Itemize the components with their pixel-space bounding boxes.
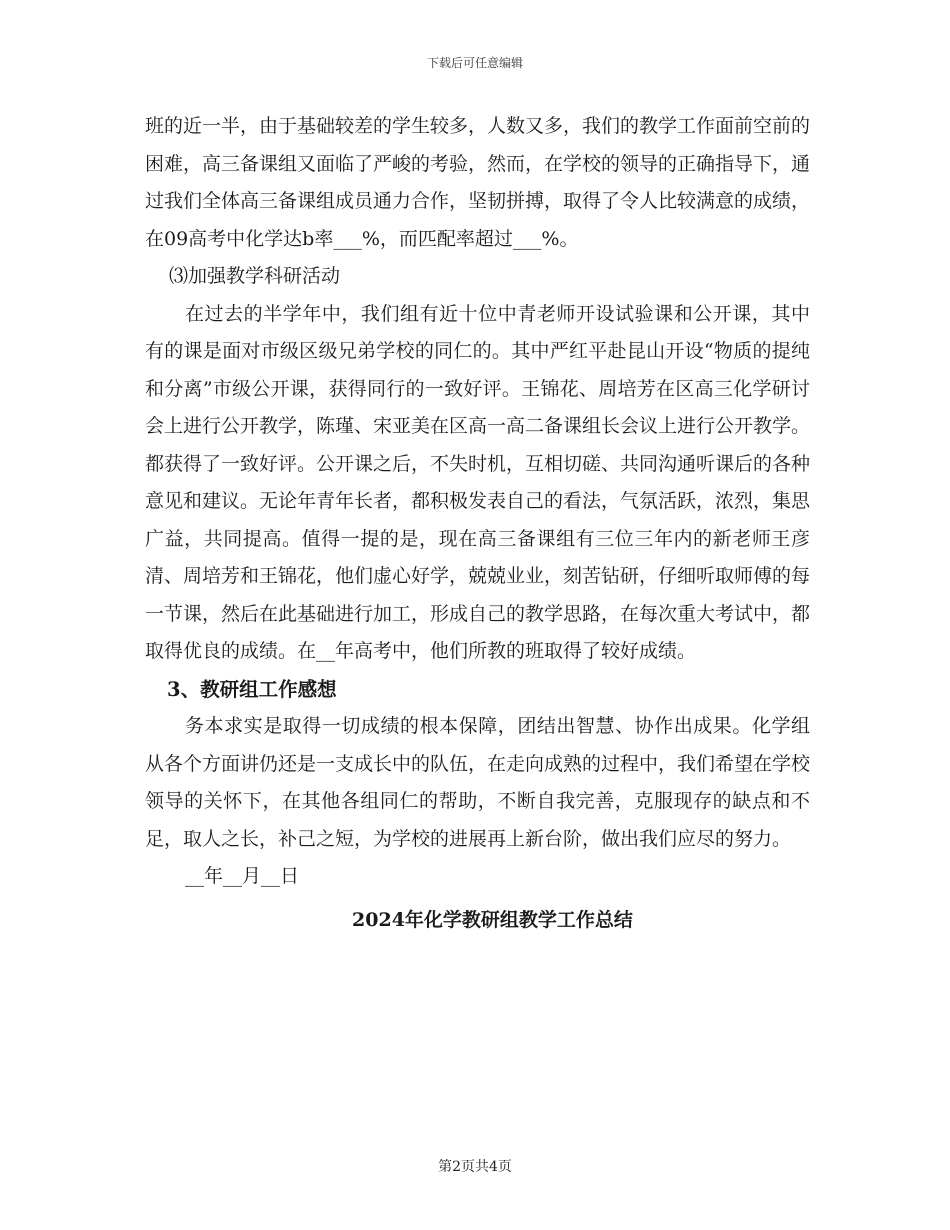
page-header: 下载后可任意编辑 [426,56,523,70]
document-body [145,108,810,939]
paragraph-research: 在过去的半学年中，我们组有近十位中青老师开设试验课和公开课，其中有的课是面对市级区级兄弟学校的同仁的。其中严红平赴昆山开设“物质的提纯和分离”市级公开课，获得同行的一致好评。王锦花、周培芳在区高三化学研讨会上进行公开教学，陈瑾、宋亚美在区高一高二备课组长会议上进行公开教学。都获得了一致好评。公开课之后，不失时机，互相切磋、共同沟通听课后的各种意见和建议。无论年青年长者，都积极发表自己的看法，气氛活跃，浓烈，集思广益，共同提高。值得一提的是，现在高三备课组有三位三年内的新老师王彦清、周培芳和王锦花，他们虚心好学，兢兢业业，刻苦钻研，仔细听取师傅的每一节课，然后在此基础进行加工，形成自己的教学思路，在每次重大考试中，都取得优良的成绩。在__年高考中，他们所教的班取得了较好成绩。 [145,302,811,662]
date-line: __年__月__日 [185,865,300,887]
next-document-title: 2024年化学教研组教学工作总结 [352,908,633,931]
subheading-research: ⑶加强教学科研活动 [169,265,341,287]
page-footer: 第2页共4页 [438,1159,512,1175]
section-heading-reflection: 3、教研组工作感想 [167,677,337,701]
paragraph-achievement: 班的近一半，由于基础较差的学生较多，人数又多，我们的教学工作面前空前的困难，高三备课组又面临了严峻的考验，然而，在学校的领导的正确指导下，通过我们全体高三备课组成员通力合作，坚韧拼搏，取得了令人比较满意的成绩，在09高考中化学达b率___%，而匹配率超过___%。 [145,115,811,250]
paragraph-reflection: 务本求实是取得一切成绩的根本保障，团结出智慧、协作出成果。化学组从各个方面讲仍还是一支成长中的队伍，在走向成熟的过程中，我们希望在学校领导的关怀下，在其他各组同仁的帮助，不断自我完善，克服现存的缺点和不足，取人之长，补己之短，为学校的进展再上新台阶，做出我们应尽的努力。 [145,715,811,850]
